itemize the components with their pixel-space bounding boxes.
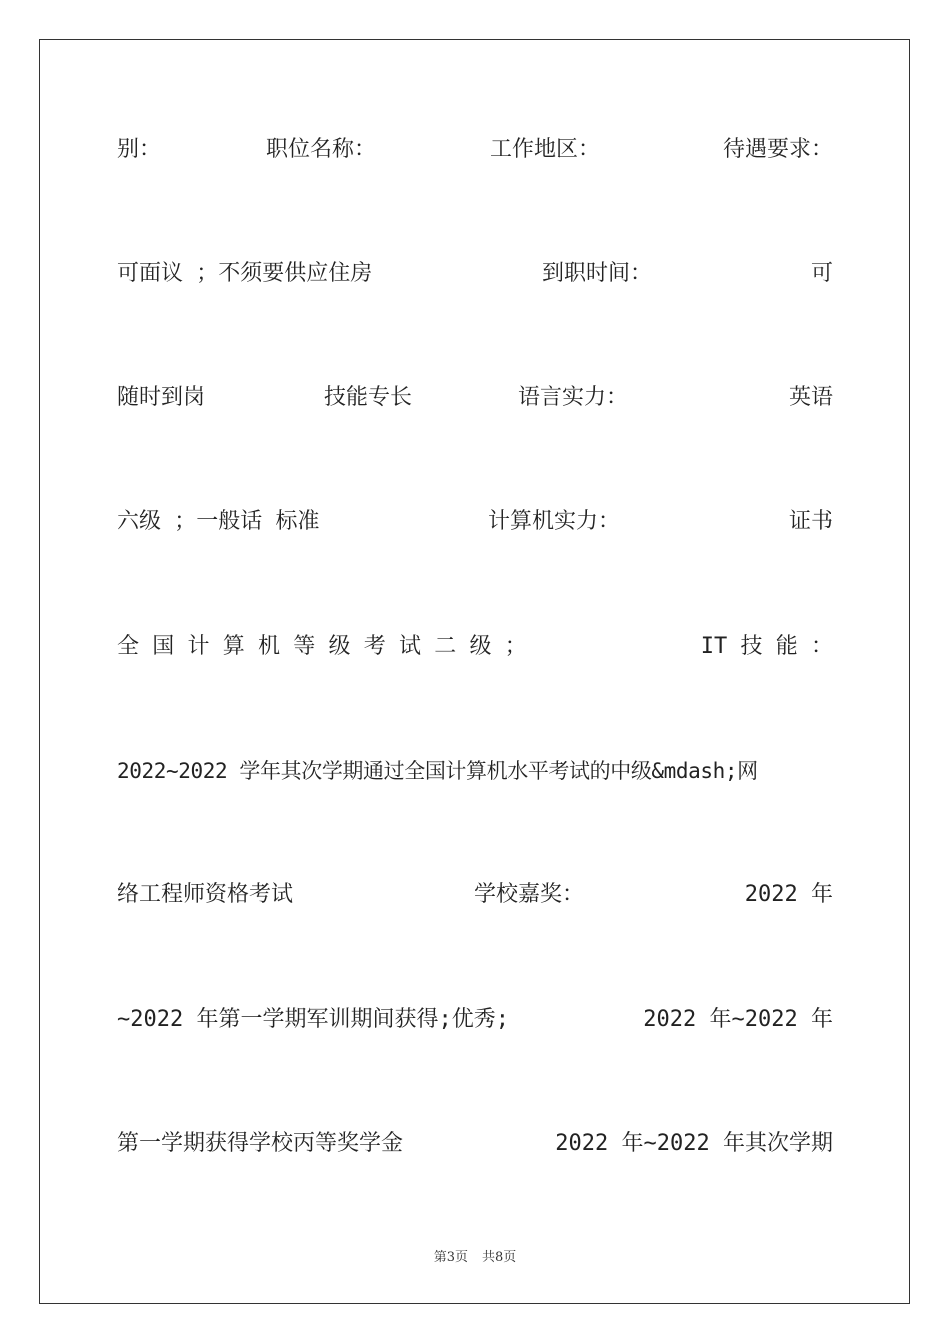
text-segment: 语言实力：	[518, 385, 629, 410]
text-line	[117, 755, 833, 787]
text-segment: 技能专长	[324, 385, 413, 410]
text-segment: 2022 年~2022 年	[643, 1007, 833, 1032]
text-segment: 工作地区：	[490, 137, 601, 162]
text-segment: 英语	[788, 385, 833, 410]
text-segment: 待遇要求：	[722, 137, 833, 162]
text-line	[117, 506, 833, 538]
text-segment: 职位名称：	[266, 137, 377, 162]
text-segment: ~2022 年第一学期军训期间获得;优秀;	[117, 1007, 509, 1032]
text-line	[117, 631, 833, 663]
text-line	[117, 134, 833, 166]
text-line	[117, 382, 833, 414]
text-segment: 随时到岗	[117, 385, 206, 410]
text-segment: 2022 年~2022 年其次学期	[555, 1131, 833, 1156]
text-line	[117, 258, 833, 290]
page-number-total: 共8页	[482, 1250, 517, 1265]
text-segment: 可	[810, 261, 833, 286]
text-segment: IT 技 能 ：	[700, 634, 833, 659]
text-segment: 络工程师资格考试	[117, 882, 294, 907]
text-segment: 证书	[788, 509, 833, 534]
text-segment: 别：	[117, 137, 162, 162]
text-line	[117, 1004, 833, 1036]
text-segment: 六级 ；一般话 标准	[117, 509, 320, 534]
text-segment: 2022 年	[744, 882, 833, 907]
text-segment: 计算机实力：	[488, 509, 621, 534]
text-segment: 可面议 ；不须要供应住房	[117, 261, 373, 286]
text-segment: 到职时间：	[542, 261, 653, 286]
text-segment: 第一学期获得学校丙等奖学金	[117, 1131, 404, 1156]
page-border	[39, 39, 910, 1304]
text-segment: 2022~2022 学年其次学期通过全国计算机水平考试的中级&mdash;网	[117, 759, 758, 783]
text-line	[117, 1128, 833, 1160]
text-segment: 学校嘉奖：	[474, 882, 585, 907]
text-line	[117, 879, 833, 911]
page-footer	[0, 1246, 950, 1265]
page-number-current: 第3页	[433, 1250, 468, 1265]
text-segment: 全 国 计 算 机 等 级 考 试 二 级 ；	[117, 634, 527, 659]
